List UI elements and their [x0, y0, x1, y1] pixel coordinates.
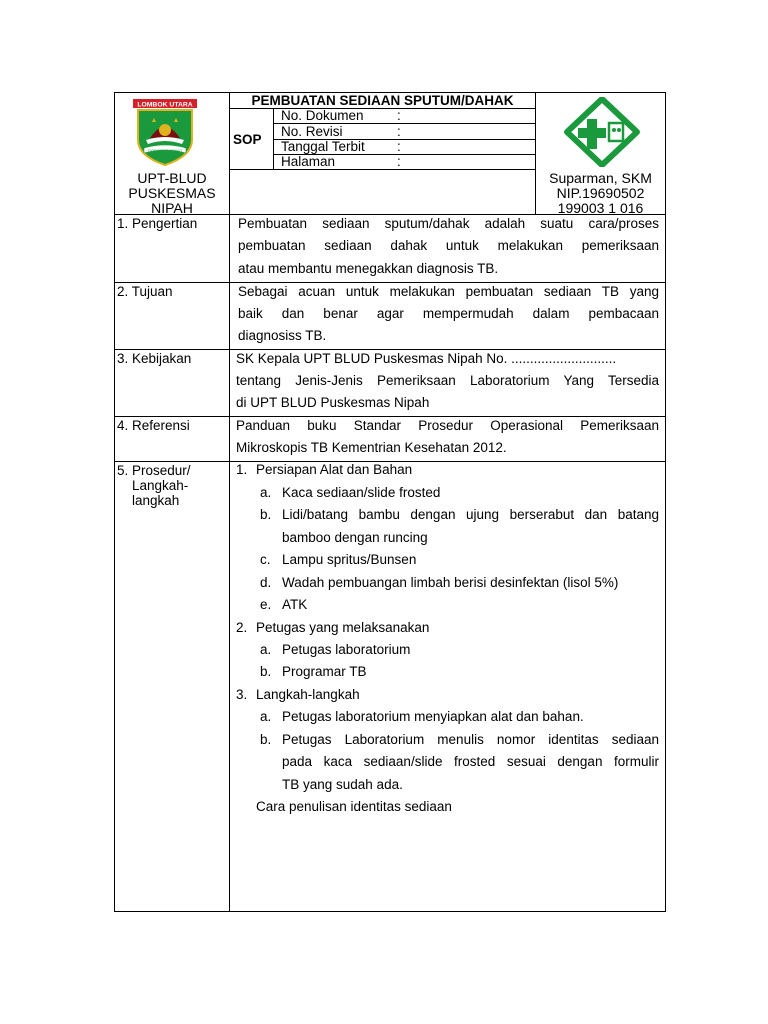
logo-motto-text: TIOQ TATAQ TUNAQ: [147, 148, 183, 153]
prosedur-item-text: Petugas yang melaksanakan: [256, 620, 430, 635]
prosedur-item-num: e.: [260, 597, 272, 612]
prosedur-item-num: a.: [260, 485, 272, 500]
prosedur-item-text: TB yang sudah ada.: [282, 777, 403, 792]
meta-no-dokumen-sep: :: [397, 108, 401, 123]
meta-halaman-label: Halaman: [281, 154, 336, 169]
pengertian-line-3: atau membantu menegakkan diagnosis TB.: [238, 261, 499, 276]
meta-no-dokumen-label: No. Dokumen: [281, 108, 364, 123]
meta-no-revisi-sep: :: [397, 124, 401, 139]
tujuan-line-3: diagnosiss TB.: [238, 328, 327, 343]
prosedur-item-num: b.: [260, 664, 272, 679]
lombok-utara-logo: [132, 98, 198, 168]
prosedur-item-text: Langkah-langkah: [256, 687, 360, 702]
prosedur-item-text: Programar TB: [282, 664, 367, 679]
border-right: [665, 92, 666, 912]
section-prosedur-label-2: Langkah-: [132, 478, 189, 493]
prosedur-item-num: 1.: [236, 462, 248, 477]
sop-label: SOP: [233, 132, 262, 147]
prosedur-item-text: Lampu spritus/Bunsen: [282, 552, 417, 567]
prosedur-item-text: Petugas laboratorium menyiapkan alat dan bahan.: [282, 709, 584, 724]
prosedur-item-text: bamboo dengan runcing: [282, 530, 428, 545]
prosedur-item-num: c.: [260, 552, 271, 567]
prosedur-item-text: Petugas Laboratorium menulis nomor identitas sediaan: [282, 732, 659, 747]
meta-halaman-sep: :: [397, 154, 401, 169]
row-line-1: [114, 282, 666, 283]
section-prosedur-label-3: langkah: [132, 493, 180, 508]
meta-line-4: [229, 169, 536, 170]
col-divider: [229, 92, 230, 912]
prosedur-item-num: b.: [260, 732, 272, 747]
puskesmas-logo: [563, 97, 641, 167]
signer-name: Suparman, SKM: [549, 170, 652, 186]
kebijakan-line-1: SK Kepala UPT BLUD Puskesmas Nipah No. ............................: [236, 351, 617, 366]
section-kebijakan-label: 3. Kebijakan: [117, 351, 192, 366]
org-line-2: PUSKESMAS: [128, 185, 216, 201]
referensi-line-1: Panduan buku Standar Prosedur Operasional Pemeriksaan: [236, 418, 659, 433]
signer-nip-2: 199003 1 016: [557, 200, 644, 216]
meta-tanggal-terbit-label: Tanggal Terbit: [281, 139, 365, 154]
pengertian-line-1: Pembuatan sediaan sputum/dahak adalah suatu cara/proses: [238, 216, 659, 231]
prosedur-item-text: ATK: [282, 597, 308, 612]
prosedur-item-text: pada kaca sediaan/slide frosted sesuai dengan formulir: [282, 754, 659, 769]
prosedur-item-num: a.: [260, 709, 272, 724]
referensi-line-2: Mikroskopis TB Kementrian Kesehatan 2012.: [236, 440, 507, 455]
org-line-1: UPT-BLUD: [137, 170, 207, 186]
kebijakan-line-3: di UPT BLUD Puskesmas Nipah: [236, 395, 430, 410]
prosedur-item-text: Wadah pembuangan limbah berisi desinfektan (lisol 5%): [282, 575, 619, 590]
document-title: PEMBUATAN SEDIAAN SPUTUM/DAHAK: [251, 93, 514, 108]
prosedur-item-num: 3.: [236, 687, 248, 702]
prosedur-item-text: Lidi/batang bambu dengan ujung berserabut dan batang: [282, 507, 659, 522]
signer-nip-1: NIP.19690502: [556, 185, 645, 201]
org-line-3: NIPAH: [151, 200, 193, 216]
prosedur-item-num: 2.: [236, 620, 248, 635]
tujuan-line-1: Sebagai acuan untuk melakukan pembuatan sediaan TB yang: [238, 284, 659, 299]
prosedur-item-text: Petugas laboratorium: [282, 642, 411, 657]
meta-tanggal-terbit-sep: :: [397, 139, 401, 154]
border-bottom: [114, 911, 666, 912]
prosedur-item-text: Cara penulisan identitas sediaan: [256, 799, 452, 814]
logo-banner-text: LOMBOK UTARA: [137, 101, 193, 109]
section-prosedur-label-1: 5. Prosedur/: [117, 463, 191, 478]
meta-no-revisi-label: No. Revisi: [281, 124, 343, 139]
kebijakan-line-2: tentang Jenis-Jenis Pemeriksaan Laboratorium Yang Tersedia: [236, 373, 659, 388]
section-pengertian-label: 1. Pengertian: [117, 216, 198, 231]
tujuan-line-2: baik dan benar agar mempermudah dalam pembacaan: [238, 306, 659, 321]
row-line-3: [114, 416, 666, 417]
prosedur-item-text: Persiapan Alat dan Bahan: [256, 462, 413, 477]
section-tujuan-label: 2. Tujuan: [117, 284, 173, 299]
prosedur-item-text: Kaca sediaan/slide frosted: [282, 485, 441, 500]
row-line-2: [114, 349, 666, 350]
prosedur-item-num: d.: [260, 575, 272, 590]
prosedur-item-num: b.: [260, 507, 272, 522]
section-referensi-label: 4. Referensi: [117, 418, 190, 433]
pengertian-line-2: pembuatan sediaan dahak untuk melakukan pemeriksaan: [238, 238, 659, 253]
prosedur-item-num: a.: [260, 642, 272, 657]
